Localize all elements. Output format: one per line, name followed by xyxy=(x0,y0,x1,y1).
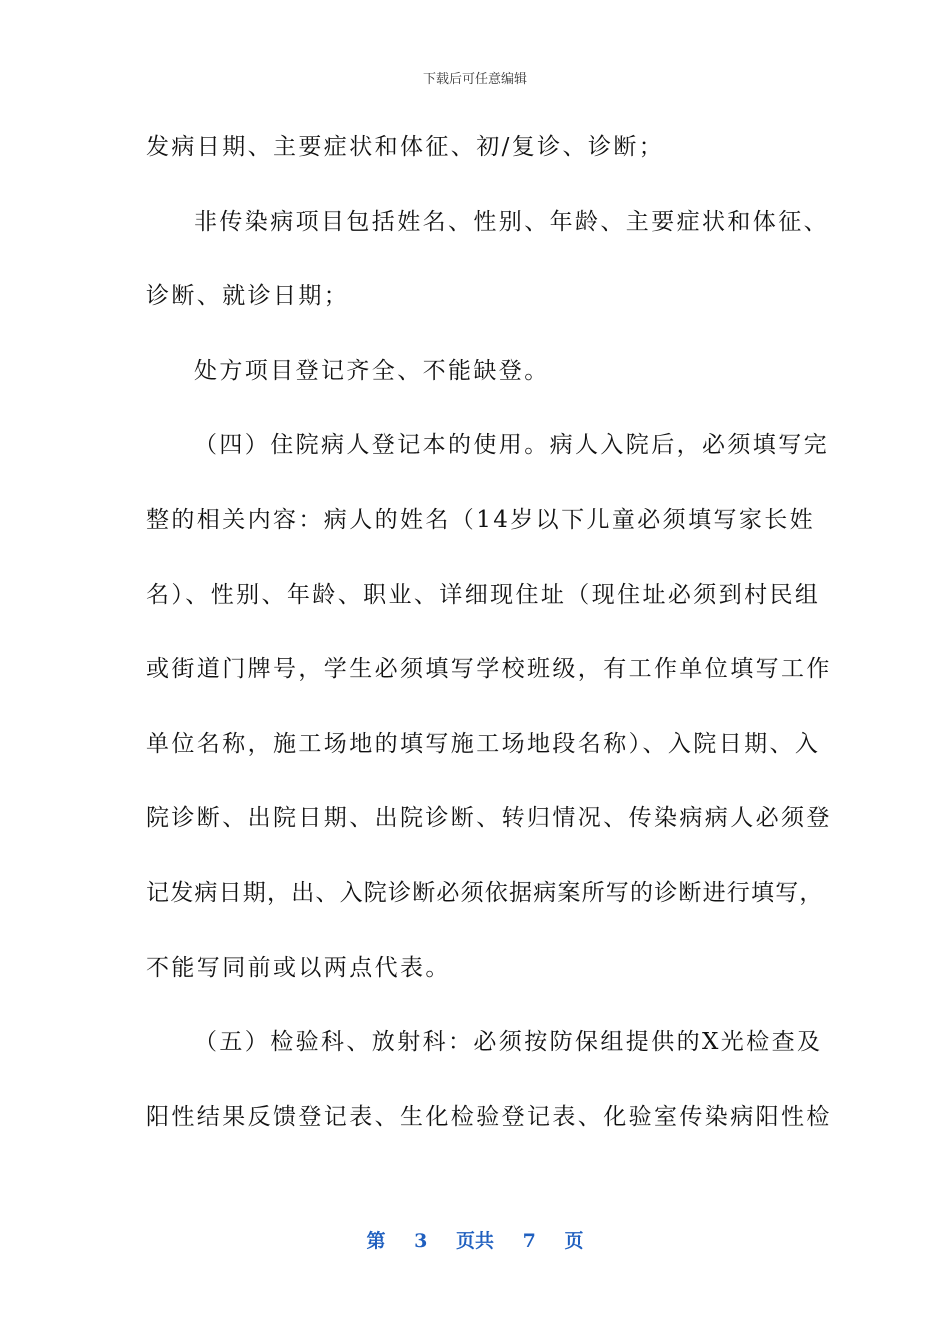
footer-middle: 页共 xyxy=(455,1230,494,1252)
page-footer xyxy=(0,1226,950,1253)
text-line: 单位名称，施工场地的填写施工场地段名称）、入院日期、入 xyxy=(146,730,821,757)
text-line: （五）检验科、放射科：必须按防保组提供的X光检查及 xyxy=(194,1029,823,1056)
text-line: 诊断、就诊日期； xyxy=(146,283,350,310)
footer-prefix: 第 xyxy=(366,1230,386,1252)
text-line: 或街道门牌号，学生必须填写学校班级，有工作单位填写工作 xyxy=(146,656,832,683)
text-line: （四）住院病人登记本的使用。病人入院后，必须填写完 xyxy=(194,432,829,459)
footer-current-page: 3 xyxy=(414,1230,428,1252)
footer-suffix: 页 xyxy=(564,1230,584,1252)
footer-total-pages: 7 xyxy=(522,1230,536,1252)
text-line: 阳性结果反馈登记表、生化检验登记表、化验室传染病阳性检 xyxy=(146,1103,832,1130)
text-line: 处方项目登记齐全、不能缺登。 xyxy=(194,357,550,384)
text-line: 不能写同前或以两点代表。 xyxy=(146,954,451,981)
text-line: 记发病日期，出、入院诊断必须依据病案所写的诊断进行填写， xyxy=(146,879,824,906)
text-line: 发病日期、主要症状和体征、初/复诊、诊断； xyxy=(146,134,665,160)
text-line: 院诊断、出院日期、出院诊断、转归情况、传染病病人必须登 xyxy=(146,805,832,832)
text-line: 整的相关内容：病人的姓名（14岁以下儿童必须填写家长姓 xyxy=(146,506,816,533)
body-text xyxy=(146,122,832,1166)
text-line: 名）、性别、年龄、职业、详细现住址（现住址必须到村民组 xyxy=(146,581,821,608)
text-line: 非传染病项目包括姓名、性别、年龄、主要症状和体征、 xyxy=(194,208,829,235)
page-header: 下载后可任意编辑 xyxy=(422,72,527,87)
